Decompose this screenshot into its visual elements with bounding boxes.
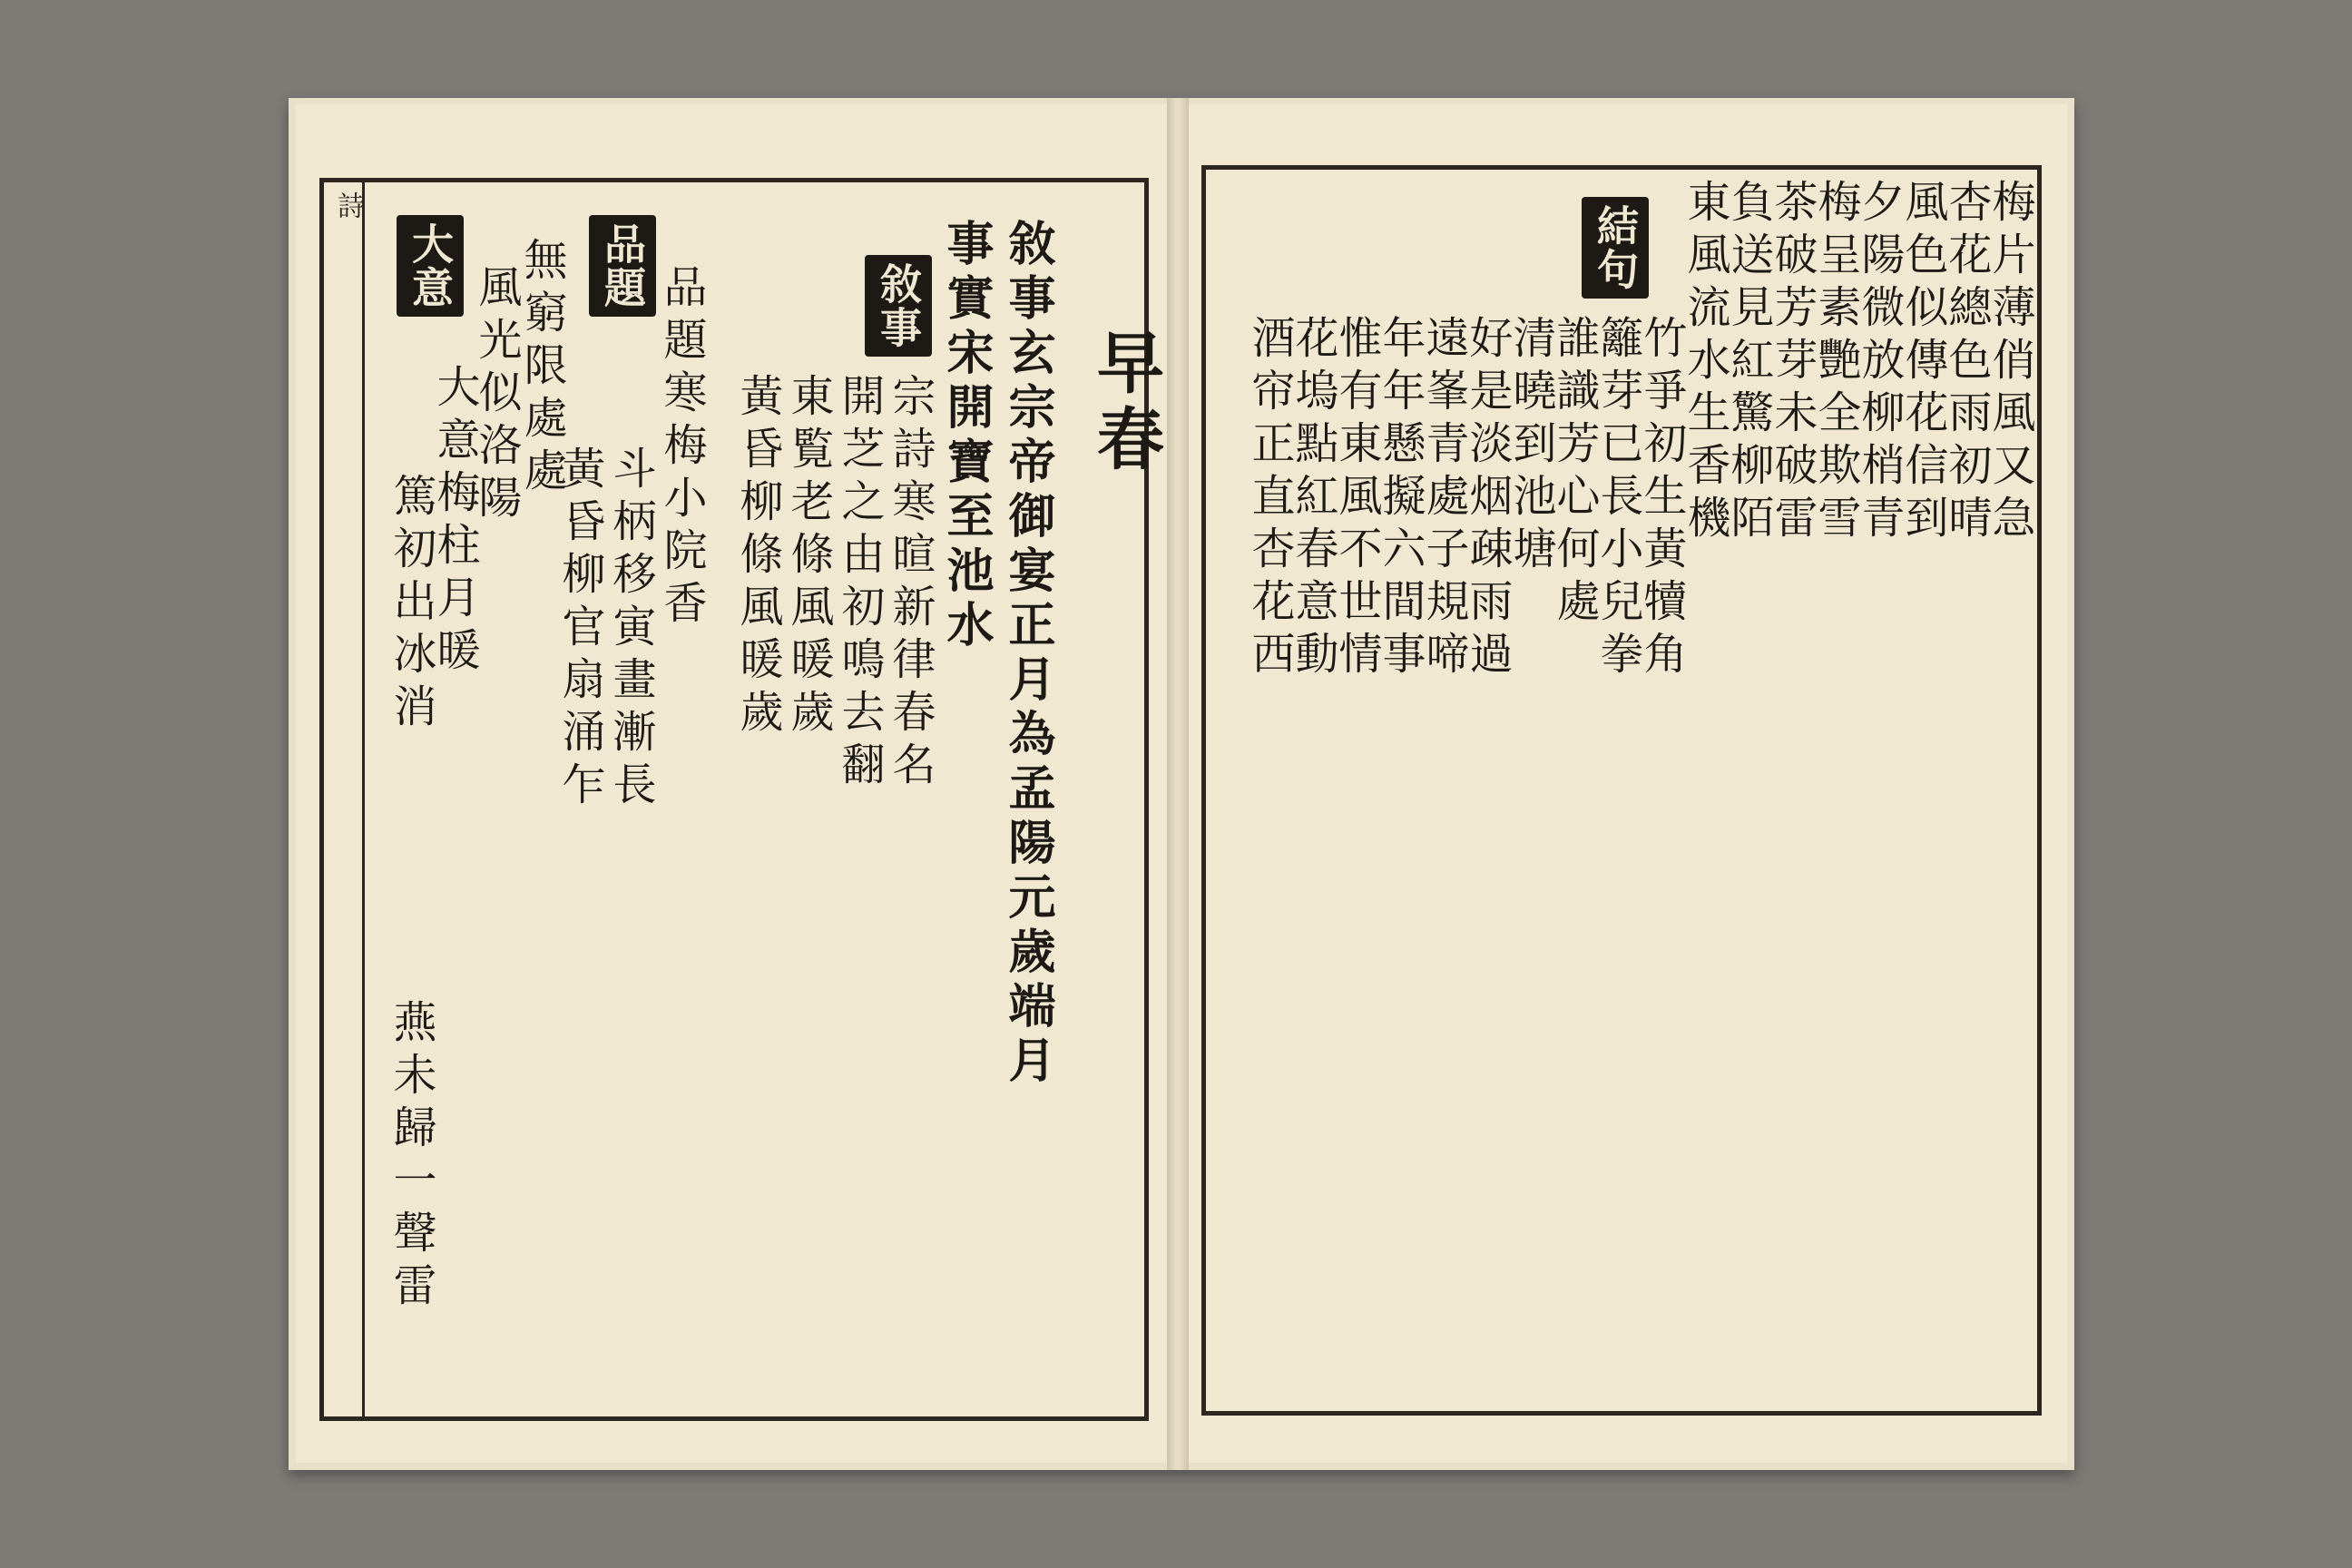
right-col-14: 遠峯青處子規啼 xyxy=(1418,315,1469,683)
right-col-2: 杏花總色雨初晴 xyxy=(1941,179,1992,547)
left-col-13: 篤初出冰消 xyxy=(386,473,436,736)
evaluation-heading: 品題 xyxy=(589,215,656,317)
facts-heading: 敘事 xyxy=(865,255,932,357)
left-page xyxy=(296,103,1167,1463)
open-book xyxy=(289,98,2074,1470)
left-col-6: 黃昏柳條風暖歲 xyxy=(732,373,783,741)
left-page-frame xyxy=(319,178,1164,1421)
left-col-3: 宗詩寒暄新律春名 xyxy=(885,373,936,794)
right-col-6: 茶破芳芽未破雷 xyxy=(1767,179,1818,547)
left-col-12: 大意梅柱月暖 xyxy=(429,364,480,680)
left-col-11: 風光似洛陽 xyxy=(471,264,522,527)
right-page-frame xyxy=(1201,165,2042,1416)
left-col-14: 燕未歸一聲雷 xyxy=(386,999,436,1315)
right-page xyxy=(1189,103,2067,1463)
season-label: 早春 xyxy=(1086,328,1164,480)
left-col-1: 敘事玄宗帝御宴正月為孟陽元歲端月 xyxy=(1000,219,1055,1090)
margin-title: 詩 xyxy=(332,191,364,221)
left-col-7: 品題寒梅小院香 xyxy=(656,264,707,632)
right-col-16: 惟有東風不世情 xyxy=(1331,315,1382,683)
right-col-17: 花塢點紅春意動 xyxy=(1288,315,1338,683)
left-margin-strip xyxy=(324,182,365,1416)
left-col-5: 東覧老條風暖歲 xyxy=(783,373,834,741)
gist-heading: 大意 xyxy=(397,215,464,317)
verse-heading: 結句 xyxy=(1582,197,1649,299)
right-col-15: 年年懸擬六間事 xyxy=(1375,315,1426,683)
right-col-12: 清曉到池塘 xyxy=(1505,315,1556,578)
right-col-1: 梅片薄俏風又急 xyxy=(1984,179,2035,547)
right-col-13: 好是淡烟疎雨過 xyxy=(1462,315,1513,683)
left-col-10: 無窮限處處 xyxy=(516,237,567,500)
left-col-2: 事實宋開寶至池水 xyxy=(938,219,994,654)
right-col-11: 誰識芳心何處 xyxy=(1549,315,1600,631)
left-col-4: 開芝之由初鳴去翻 xyxy=(834,373,885,794)
right-col-10: 籬芽已長小兒拳 xyxy=(1592,315,1643,683)
right-col-18: 酒帘正直杏花西 xyxy=(1244,315,1295,683)
right-col-4: 夕陽微放柳梢青 xyxy=(1854,179,1905,547)
book-gutter xyxy=(1167,98,1189,1470)
right-col-3: 風色似傳花信到 xyxy=(1897,179,1948,547)
left-col-9: 黃昏柳官扇涌乍 xyxy=(554,446,605,814)
right-col-8: 東風流水生香機 xyxy=(1680,179,1730,547)
right-col-7: 負送見紅驚柳陌 xyxy=(1723,179,1774,547)
right-col-9: 竹爭初生黃犢角 xyxy=(1636,315,1687,683)
right-col-5: 梅呈素艷全欺雪 xyxy=(1810,179,1861,547)
left-col-8: 斗柄移寅畫漸長 xyxy=(605,446,656,814)
